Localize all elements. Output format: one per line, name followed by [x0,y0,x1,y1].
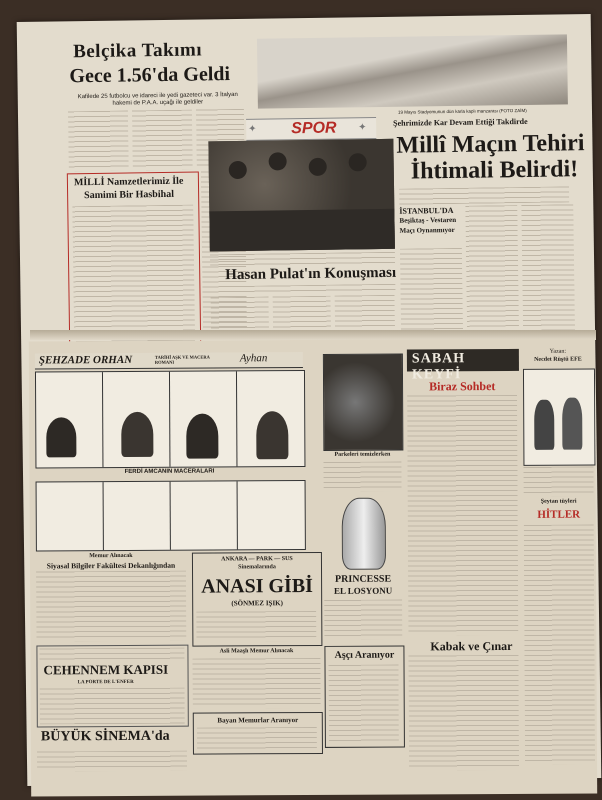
memur-ad-2-title: Asli Maaşlı Memur Alınacak [219,648,294,655]
milli-box-title-1: MİLLİ Namzetlerimiz İle [73,175,184,189]
anasi-title: ANASI GİBİ [201,575,313,598]
anasi-top2: Sinemalarında [238,564,276,571]
person-icon [349,153,367,171]
istanbul-line3: Maçı Oynanmıyor [399,225,455,235]
newspaper-bottom-half [29,339,597,797]
biraz-sohbet-title: Biraz Sohbet [429,379,496,394]
parkeler-photo [323,354,404,451]
anasi-text [196,611,316,642]
parkeler-text [323,462,401,492]
hitler-text [524,525,595,765]
stadium-photo [257,34,568,108]
runner-left-icon: ✦ [248,123,257,135]
snow-subhead: Şehrimizde Kar Devam Ettiği Takdirde [393,116,528,128]
headline-belcika-deck: Kafilede 25 futbolcu ve idareci ile yedi gazeteci var. 3 İtalyan hakemi de P.A.A. uçağı ile geldiler [77,91,238,107]
asci-title: Aşçı Aranıyor [334,649,395,661]
memur-ad-1 [36,553,186,644]
sehzade-comic-strip [35,370,306,468]
cehennem-sub: LA PORTE DE L'ENFER [77,679,134,686]
princesse-text [324,600,402,640]
person-icon [269,152,287,170]
istanbul-box [399,206,472,247]
sabah-cartoon-caption [523,467,593,497]
princesse-line2: EL LOSYONU [333,585,393,596]
sabah-keyfi-banner [407,349,519,383]
buyuk-sinema-title: BÜYÜK SİNEMA'da [40,728,170,745]
comic-panel [237,481,305,549]
princesse-line1: PRINCESSE [334,573,392,585]
milli-namzet-box [67,172,201,351]
anasi-top: ANKARA — PARK — SUS [221,556,293,563]
ferdi-title: FERDİ AMCANIN MACERALARI [124,468,215,475]
comic-figure-icon [121,412,153,457]
sehzade-header [35,352,303,369]
belcika-article-col2 [132,110,193,171]
comic-panel [103,482,171,550]
asci-text [329,665,399,743]
seytan-tuyleri-title: Şeytan tüyleri [540,498,577,505]
hasan-pulat-deck [210,284,395,295]
main-article-col2 [465,205,519,343]
sehzade-author: Ayhan [239,352,268,365]
memur-ad-2-text [192,658,320,709]
kabak-cinar-title: Kabak ve Çınar [430,638,513,654]
bayan-memur-ad [193,712,323,755]
kabak-cinar-text [408,655,519,771]
comic-figure-icon [256,411,288,459]
sabah-cartoon [523,369,596,466]
headline-belcika-line1: Belçika Takımı [72,39,203,63]
cehennem-ad [36,645,188,728]
milli-box-text [72,205,195,343]
comic-panel [170,481,238,549]
cehennem-top-text [39,648,184,661]
biraz-sohbet-text [407,395,518,636]
main-headline-line1: Millî Maçın Tehiri [396,130,585,159]
cartoon-figure-icon [534,400,554,450]
person-icon [309,158,327,176]
main-article-col3 [521,204,575,342]
comic-panel [37,482,104,550]
istanbul-line1: İSTANBUL'DA [399,205,454,216]
headline-belcika-line2: Gece 1.56'da Geldi [69,63,231,88]
sehzade-tag: TARİHİ AŞK VE MACERA ROMANI [154,354,210,365]
sehzade-title: ŞEHZADE ORHAN [38,353,133,367]
table-shape [209,209,395,252]
buyuk-sinema-text [37,751,187,772]
hasan-pulat-headline: Hasan Pulat'ın Konuşması [225,264,397,284]
spor-label: SPOR [291,119,337,138]
meeting-photo [208,139,395,252]
lotion-bottle-icon [342,498,386,570]
sabah-keyfi-title: SABAH KEYFİ [411,351,466,383]
cehennem-title: CEHENNEM KAPISI [43,661,169,678]
anasi-sub: (SÖNMEZ IŞIK) [231,599,283,608]
memur-ad-1-text [36,571,186,642]
sabah-author-label: Yazan: [549,348,567,355]
comic-figure-icon [46,417,76,457]
bayan-memur-text [197,727,317,752]
spor-banner [246,117,376,141]
anasi-gibi-ad [192,552,322,647]
cartoon-figure-icon [562,398,582,450]
bayan-memur-title: Bayan Memurlar Aranıyor [217,716,299,725]
stadium-caption: 19 Mayıs Stadyomunun dün karla kaplı manzarası (FOTO ZAİM) [397,107,527,115]
sabah-author: Necdet Rüştü EFE [534,356,582,363]
cehennem-text [40,688,185,725]
main-headline-line2: İhtimali Belirdi! [410,156,579,185]
ferdi-comic-strip [36,480,306,551]
parkeler-title: Parkeleri temizlerken [334,451,391,458]
hitler-title: HİTLER [537,508,581,521]
main-deck [399,186,569,204]
comic-figure-icon [186,413,218,458]
belcika-article-col1 [68,110,129,171]
milli-box-title-2: Samimi Bir Hasbihal [84,188,175,202]
memur-ad-1-title: Siyasal Bilgiler Fakültesi Dekanlığından [46,560,176,571]
memur-ad-1-label: Memur Alınacak [89,552,133,560]
asci-ad [324,646,405,748]
istanbul-line2: Beşiktaş - Vestaren [399,215,457,225]
runner-right-icon: ✦ [358,122,367,134]
person-icon [229,161,247,179]
